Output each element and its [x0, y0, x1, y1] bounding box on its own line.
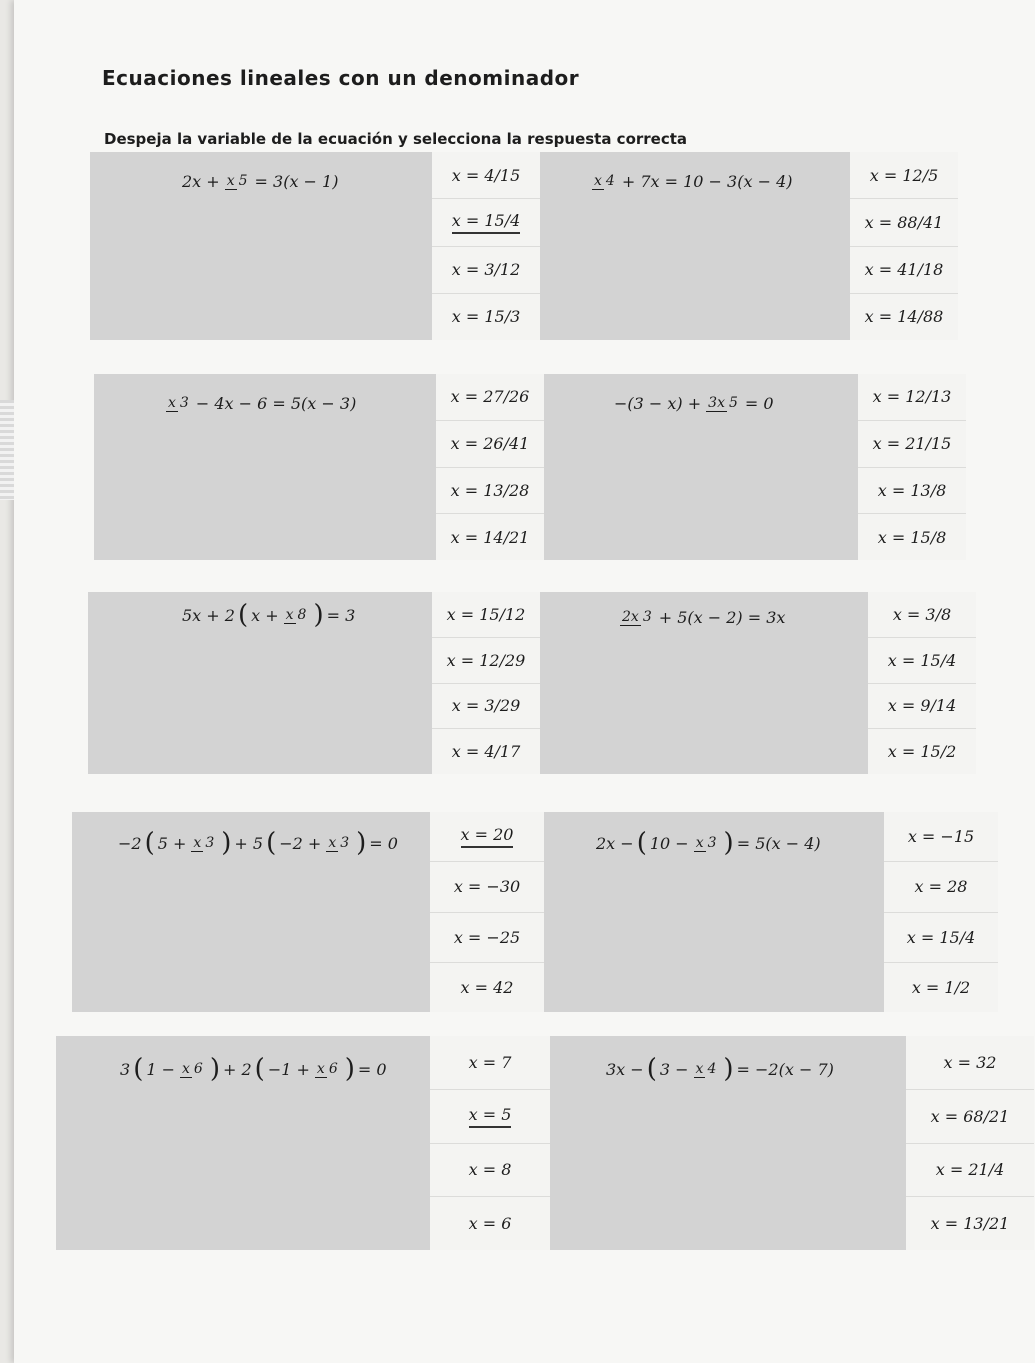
equation-text: 10 − — [649, 833, 689, 853]
answer-option-label: x = −15 — [907, 827, 975, 847]
equation — [614, 394, 774, 413]
worksheet-page — [14, 0, 1035, 1363]
answer-options — [430, 812, 544, 1012]
equation-text: 3x − — [606, 1059, 644, 1079]
equation-text: = −2(x − 7) — [736, 1059, 834, 1079]
answer-option[interactable] — [436, 468, 544, 515]
equation-text: + 5(x − 2) = 3x — [658, 608, 786, 627]
equation-text: = 0 — [369, 833, 398, 853]
fraction-numerator: x — [695, 834, 704, 851]
answer-option-label: x = 15/2 — [887, 742, 957, 762]
fraction-numerator: x — [285, 606, 294, 623]
answer-options — [432, 152, 540, 340]
equation-text: x + — [251, 605, 279, 625]
fraction-numerator: x — [182, 1060, 190, 1077]
answer-options — [858, 374, 966, 560]
equation-paren: ( — [237, 600, 249, 630]
answer-option[interactable] — [858, 374, 966, 421]
equation-text: = 3 — [326, 605, 356, 625]
answer-options — [432, 592, 540, 774]
answer-option-label: x = 21/15 — [872, 434, 952, 454]
answer-option[interactable] — [850, 294, 958, 340]
equation-text: 5 + — [157, 833, 187, 853]
fraction-numerator: 2x — [622, 609, 639, 625]
equation-text: + 2 — [223, 1059, 252, 1079]
equation-text: 5x + 2 — [182, 605, 235, 625]
equation-text: + 5 — [234, 833, 264, 853]
equation-text: 1 − — [146, 1059, 176, 1079]
fraction-denominator: 3 — [340, 834, 350, 851]
fraction-numerator: x — [226, 173, 235, 189]
equation-fraction — [191, 835, 216, 852]
equation-paren: ( — [144, 828, 155, 858]
answer-option[interactable] — [868, 638, 976, 684]
answer-option-label: x = 15/4 — [452, 211, 521, 234]
equation — [596, 830, 821, 856]
answer-option-label: x = 12/5 — [869, 165, 939, 185]
answer-option-label: x = 14/21 — [450, 527, 530, 547]
fraction-denominator: 5 — [238, 173, 248, 189]
answer-option[interactable] — [868, 592, 976, 638]
answer-option-label: x = 28 — [914, 877, 968, 897]
exercise-row — [90, 152, 956, 340]
equation-fraction — [315, 1061, 340, 1078]
fraction-denominator: 8 — [297, 606, 307, 623]
answer-option[interactable] — [858, 514, 966, 560]
equation-paren: ) — [723, 1054, 734, 1084]
fraction-denominator: 3 — [707, 834, 717, 851]
answer-option-label: x = 88/41 — [864, 212, 944, 232]
equation — [618, 608, 785, 627]
fraction-denominator: 3 — [642, 609, 652, 625]
equation-text: −1 + — [267, 1059, 310, 1079]
answer-option-label: x = 15/4 — [887, 650, 957, 670]
answer-option[interactable] — [850, 199, 958, 246]
answer-option[interactable] — [430, 963, 544, 1012]
fraction-numerator: x — [316, 1060, 325, 1077]
answer-option[interactable] — [436, 514, 544, 560]
equation-paren: ) — [344, 1054, 355, 1084]
answer-option[interactable] — [432, 247, 540, 294]
equation — [590, 172, 792, 191]
equation-paren: ) — [356, 828, 367, 858]
fraction-denominator: 3 — [205, 834, 215, 851]
answer-option-label: x = 15/3 — [451, 307, 521, 327]
answer-option-label: x = 9/14 — [887, 696, 957, 716]
equation-fraction — [620, 609, 654, 626]
answer-option[interactable] — [850, 152, 958, 199]
equation-fraction — [694, 835, 719, 852]
equation-text: 2x + — [182, 172, 220, 191]
answer-option[interactable] — [430, 1197, 550, 1250]
fraction-denominator: 5 — [728, 395, 738, 411]
equation-text: = 0 — [744, 394, 774, 413]
equation-paren: ) — [221, 828, 232, 858]
answer-option-label: x = 4/15 — [451, 165, 521, 185]
answer-option-label: x = 14/88 — [864, 307, 944, 327]
equation-text: −(3 − x) + — [614, 394, 702, 413]
answer-option-label: x = 15/12 — [446, 604, 526, 624]
exercise-row — [94, 374, 960, 560]
equation-paren: ) — [313, 600, 324, 630]
answer-option[interactable] — [432, 152, 540, 199]
answer-options — [850, 152, 958, 340]
equation — [118, 830, 398, 856]
answer-option-label: x = 3/12 — [451, 260, 521, 280]
equation — [182, 602, 355, 628]
answer-option-label: x = 7 — [468, 1052, 512, 1072]
equation-fraction — [284, 607, 309, 624]
fraction-denominator: 4 — [707, 1060, 717, 1077]
fraction-denominator: 6 — [328, 1060, 338, 1077]
equation-paren: ( — [254, 1054, 265, 1084]
answer-option[interactable] — [858, 421, 966, 468]
answer-option[interactable] — [906, 1090, 1034, 1144]
equation-fraction — [592, 173, 617, 190]
answer-option[interactable] — [884, 913, 998, 963]
answer-option[interactable] — [436, 421, 544, 468]
answer-option[interactable] — [430, 1036, 550, 1090]
equation-paren: ( — [636, 828, 647, 858]
answer-option[interactable] — [436, 374, 544, 421]
answer-option[interactable] — [432, 684, 540, 730]
equation-text: = 3(x − 1) — [254, 172, 339, 191]
answer-option[interactable] — [430, 862, 544, 912]
fraction-numerator: x — [695, 1060, 704, 1077]
answer-options — [868, 592, 976, 774]
answer-option-label: x = 15/8 — [877, 527, 947, 547]
fraction-numerator: x — [328, 834, 337, 851]
exercise-row — [88, 592, 974, 774]
answer-options — [906, 1036, 1034, 1250]
answer-option[interactable] — [430, 913, 544, 963]
answer-option-label: x = 12/29 — [446, 650, 526, 670]
equation-fraction — [326, 835, 351, 852]
answer-option-label: x = 32 — [943, 1052, 997, 1072]
answer-option-label: x = 5 — [469, 1105, 512, 1128]
answer-option-label: x = 15/4 — [906, 927, 976, 947]
equation — [120, 1056, 387, 1082]
answer-option-label: x = 3/29 — [451, 696, 521, 716]
answer-option-label: x = 13/21 — [930, 1214, 1010, 1234]
answer-option[interactable] — [868, 729, 976, 774]
answer-option[interactable] — [906, 1197, 1034, 1250]
answer-option[interactable] — [432, 294, 540, 340]
equation-fraction — [166, 395, 191, 412]
fraction-numerator: x — [594, 173, 602, 189]
answer-option[interactable] — [430, 1144, 550, 1198]
equation-paren: ( — [646, 1054, 657, 1084]
answer-options — [430, 1036, 550, 1250]
answer-option-label: x = 68/21 — [930, 1106, 1010, 1126]
fraction-denominator: 4 — [605, 173, 615, 189]
answer-option[interactable] — [432, 638, 540, 684]
equation-text: −2 + — [279, 833, 322, 853]
answer-options — [436, 374, 544, 560]
fraction-numerator: 3x — [708, 395, 725, 411]
answer-option-label: x = 1/2 — [911, 977, 971, 997]
answer-option[interactable] — [906, 1036, 1034, 1090]
answer-option[interactable] — [884, 862, 998, 912]
answer-option[interactable] — [906, 1144, 1034, 1198]
answer-option[interactable] — [430, 1090, 550, 1144]
answer-option-label: x = 27/26 — [450, 387, 530, 407]
equation-paren: ) — [209, 1054, 220, 1084]
equation-paren: ( — [133, 1054, 144, 1084]
equation-text: = 0 — [357, 1059, 387, 1079]
answer-option-label: x = −30 — [453, 877, 521, 897]
answer-option-label: x = 41/18 — [864, 260, 944, 280]
equation-text: 3 − — [659, 1059, 689, 1079]
answer-option-label: x = 13/28 — [450, 480, 530, 500]
answer-option[interactable] — [884, 963, 998, 1012]
answer-option-label: x = 3/8 — [892, 604, 952, 624]
equation — [182, 172, 338, 191]
page-edge-stack — [0, 400, 14, 500]
worksheet-title: Ecuaciones lineales con un denominador — [102, 66, 580, 90]
equation-text: + 7x = 10 − 3(x − 4) — [621, 172, 793, 191]
equation-text: 2x − — [596, 833, 634, 853]
answer-options — [884, 812, 998, 1012]
exercise-row — [72, 812, 998, 1012]
answer-option-label: x = 4/17 — [451, 742, 521, 762]
equation — [606, 1056, 834, 1082]
equation-text: −2 — [118, 833, 142, 853]
answer-option[interactable] — [432, 729, 540, 774]
answer-option-label: x = 20 — [461, 825, 514, 848]
worksheet-instruction: Despeja la variable de la ecuación y selecciona la respuesta correcta — [104, 130, 688, 148]
equation-text: − 4x − 6 = 5(x − 3) — [195, 394, 357, 413]
answer-option[interactable] — [858, 468, 966, 515]
equation — [164, 394, 356, 413]
answer-option-label: x = 8 — [468, 1160, 512, 1180]
equation-fraction — [706, 395, 740, 412]
exercise-row — [56, 1036, 1034, 1250]
equation-text: 3 — [120, 1059, 131, 1079]
answer-option[interactable] — [430, 812, 544, 862]
answer-option[interactable] — [868, 684, 976, 730]
equation-fraction — [694, 1061, 719, 1078]
answer-option-label: x = 26/41 — [450, 434, 530, 454]
answer-option-label: x = 42 — [460, 977, 514, 997]
equation-fraction — [225, 173, 250, 190]
equation-text: = 5(x − 4) — [736, 833, 821, 853]
answer-option[interactable] — [432, 592, 540, 638]
answer-option-label: x = 6 — [468, 1214, 512, 1234]
answer-option-label: x = 13/8 — [877, 480, 947, 500]
answer-option-label: x = −25 — [453, 927, 521, 947]
equation-paren: ( — [266, 828, 277, 858]
equation-paren: ) — [723, 828, 734, 858]
answer-option[interactable] — [850, 247, 958, 294]
fraction-denominator: 6 — [193, 1060, 203, 1077]
fraction-denominator: 3 — [179, 395, 189, 411]
answer-option[interactable] — [432, 199, 540, 246]
equation-fraction — [180, 1061, 205, 1078]
fraction-numerator: x — [168, 395, 176, 411]
answer-option[interactable] — [884, 812, 998, 862]
answer-option-label: x = 12/13 — [872, 387, 952, 407]
answer-option-label: x = 21/4 — [935, 1160, 1005, 1180]
fraction-numerator: x — [193, 834, 202, 851]
